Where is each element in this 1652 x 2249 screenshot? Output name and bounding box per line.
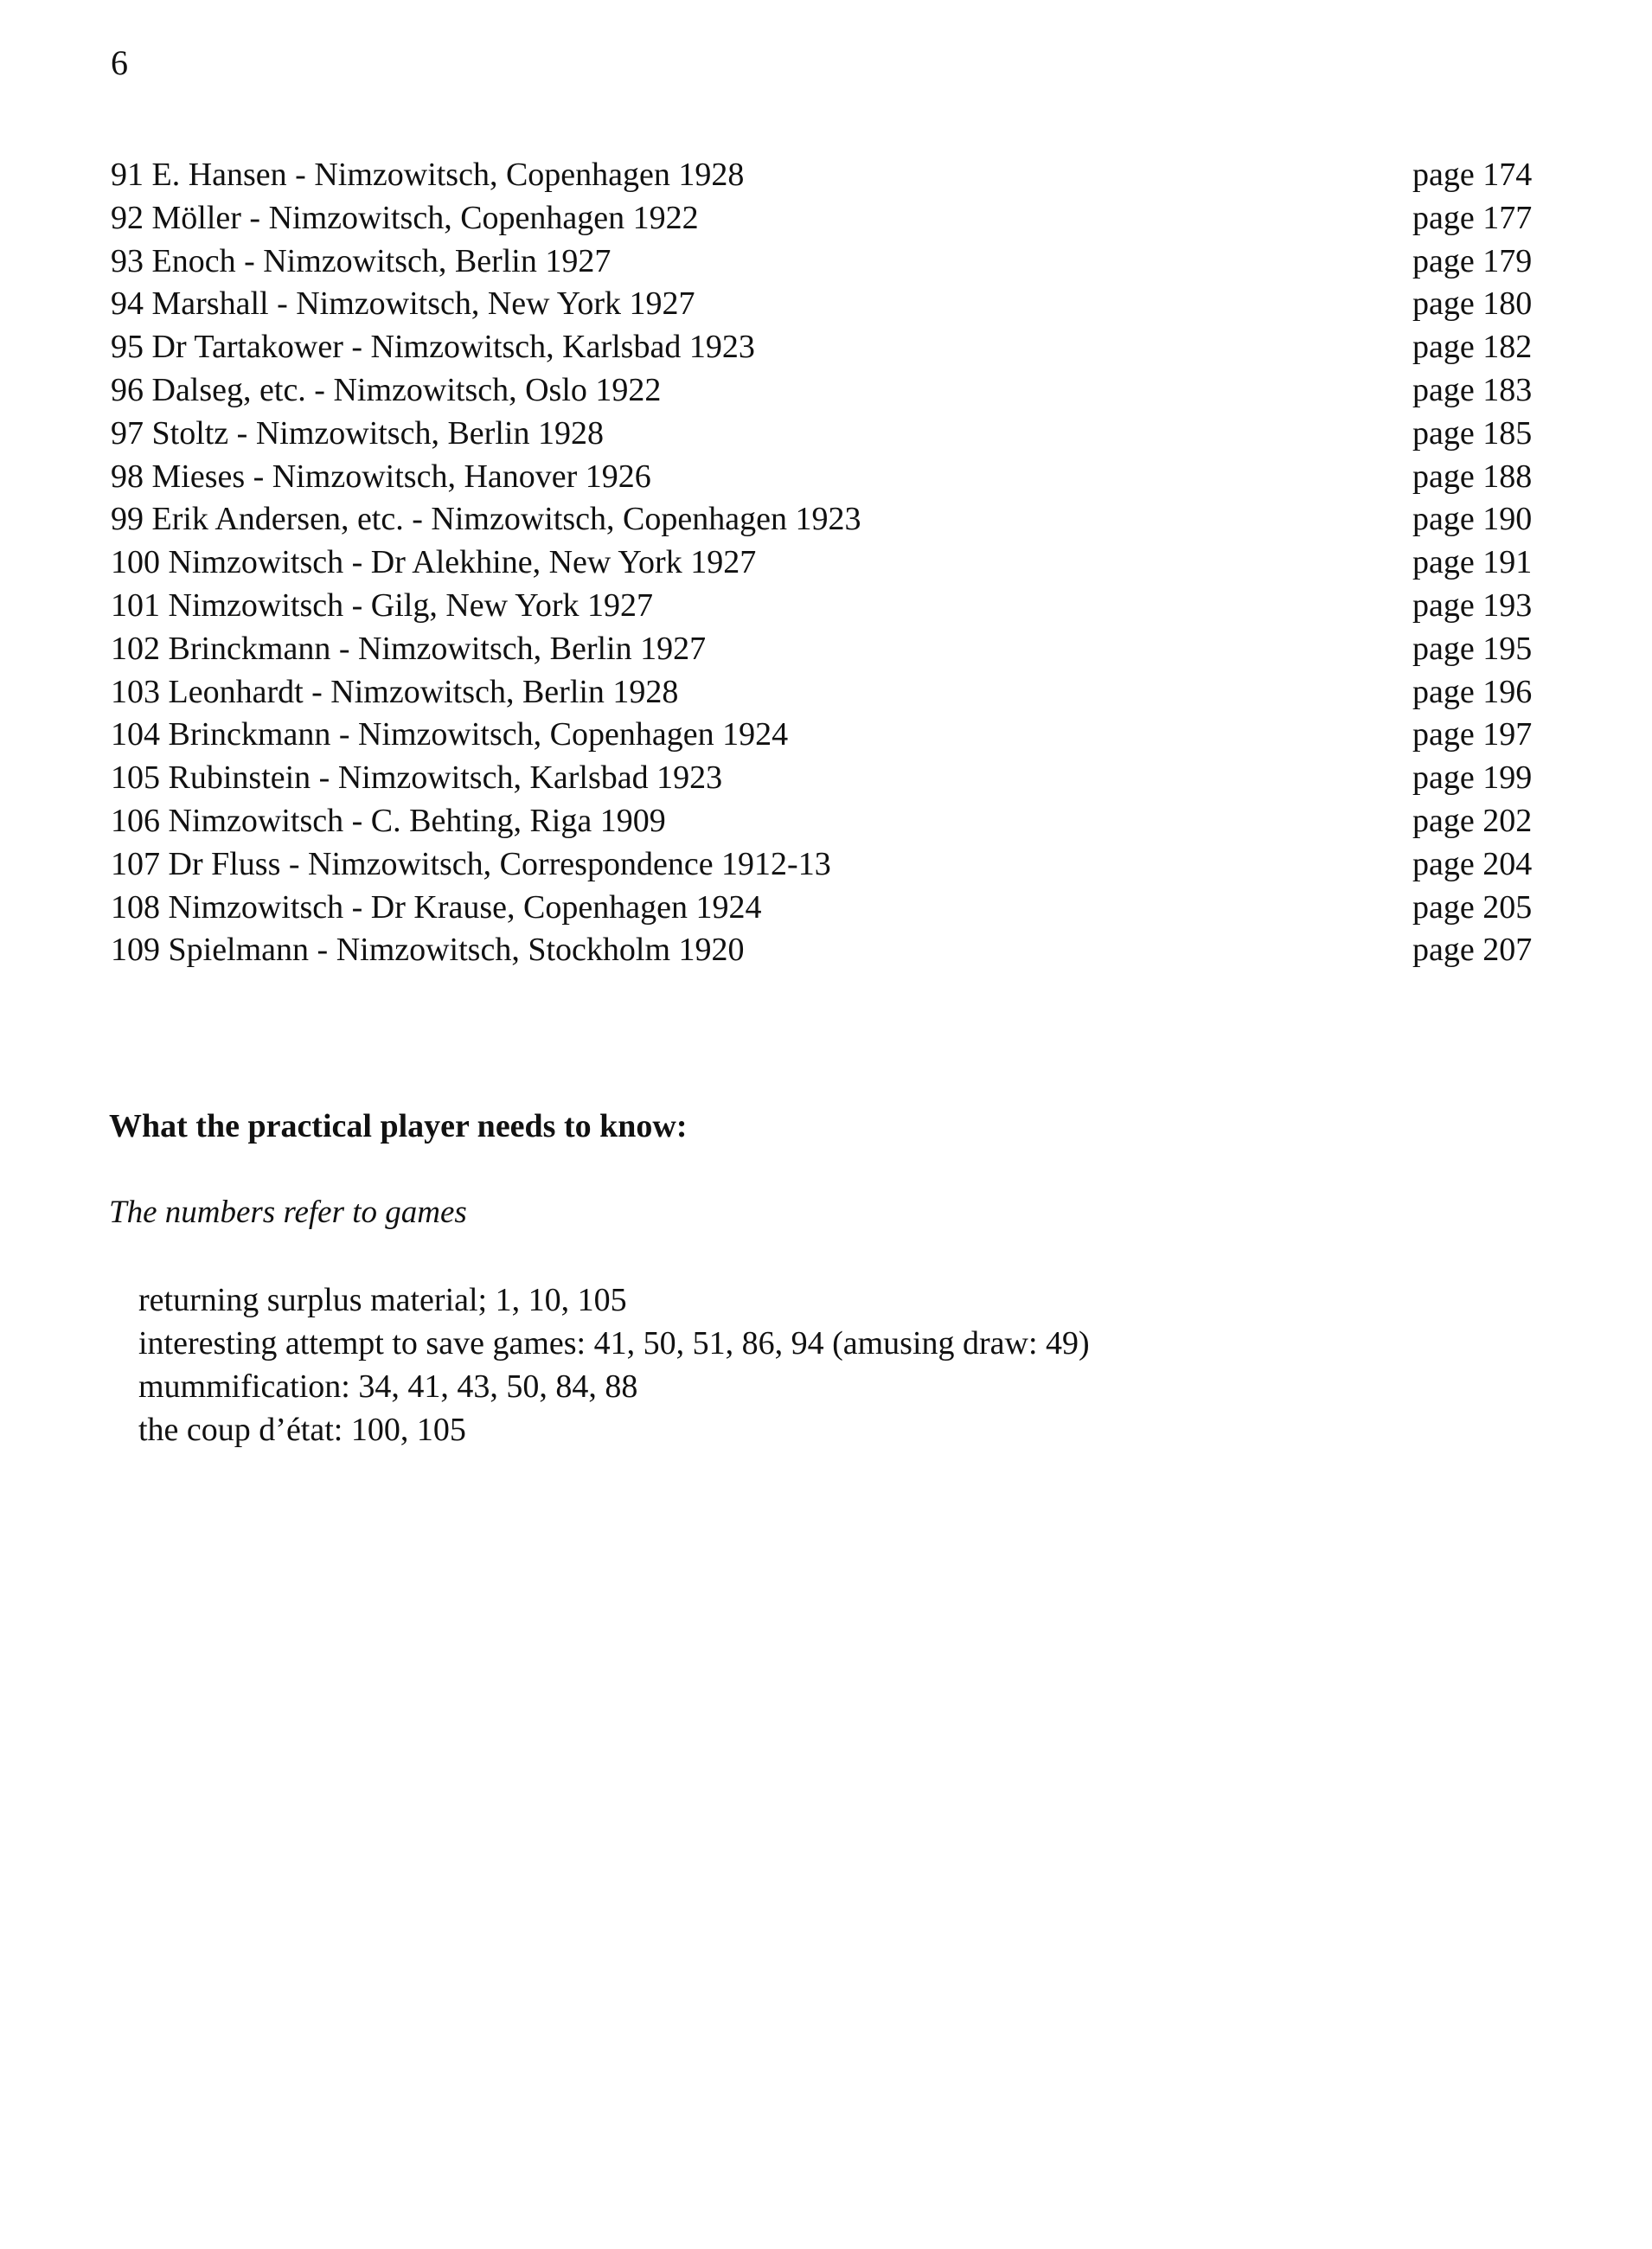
- game-title: 102 Brinckmann - Nimzowitsch, Berlin 1927: [111, 630, 707, 667]
- list-item: interesting attempt to save games: 41, 50, 51, 86, 94 (amusing draw: 49): [138, 1325, 1090, 1362]
- game-page: page 207: [1412, 932, 1533, 969]
- list-item: [111, 240, 1542, 284]
- game-title: 105 Rubinstein - Nimzowitsch, Karlsbad 1923: [111, 759, 723, 797]
- game-title: 101 Nimzowitsch - Gilg, New York 1927: [111, 586, 653, 624]
- game-page: page 197: [1412, 716, 1533, 753]
- game-page: page 204: [1412, 845, 1533, 882]
- section-subtitle: The numbers refer to games: [109, 1195, 467, 1230]
- game-page: page 195: [1412, 630, 1533, 667]
- list-item: [111, 413, 1542, 456]
- list-item: [111, 628, 1542, 671]
- game-page: page 179: [1412, 242, 1533, 279]
- list-item: returning surplus material; 1, 10, 105: [138, 1282, 627, 1318]
- game-page: page 193: [1412, 586, 1533, 624]
- list-item: [111, 369, 1542, 413]
- list-item: [111, 671, 1542, 714]
- list-item: [111, 800, 1542, 843]
- game-page: page 177: [1412, 199, 1533, 236]
- game-title: 95 Dr Tartakower - Nimzowitsch, Karlsbad 1923: [111, 329, 755, 366]
- list-item: [111, 541, 1542, 585]
- game-title: 109 Spielmann - Nimzowitsch, Stockholm 1920: [111, 932, 745, 969]
- game-page: page 182: [1412, 329, 1533, 366]
- list-item: [111, 498, 1542, 541]
- game-title: 96 Dalseg, etc. - Nimzowitsch, Oslo 1922: [111, 371, 662, 408]
- game-title: 106 Nimzowitsch - C. Behting, Riga 1909: [111, 802, 666, 839]
- list-item: [111, 154, 1542, 197]
- list-item: [111, 326, 1542, 369]
- list-item: the coup d’état: 100, 105: [138, 1412, 466, 1448]
- game-title: 108 Nimzowitsch - Dr Krause, Copenhagen 1924: [111, 888, 762, 926]
- game-title: 97 Stoltz - Nimzowitsch, Berlin 1928: [111, 414, 604, 452]
- game-title: 100 Nimzowitsch - Dr Alekhine, New York 1927: [111, 544, 757, 581]
- list-item: [111, 887, 1542, 930]
- list-item: [111, 757, 1542, 800]
- game-title: 107 Dr Fluss - Nimzowitsch, Correspondence 1912-13: [111, 845, 831, 882]
- game-page: page 199: [1412, 759, 1533, 797]
- game-page: page 188: [1412, 458, 1533, 495]
- game-title: 94 Marshall - Nimzowitsch, New York 1927: [111, 285, 695, 323]
- list-item: [111, 585, 1542, 628]
- game-page: page 190: [1412, 501, 1533, 538]
- game-title: 104 Brinckmann - Nimzowitsch, Copenhagen 1924: [111, 716, 789, 753]
- list-item: [111, 843, 1542, 887]
- game-title: 98 Mieses - Nimzowitsch, Hanover 1926: [111, 458, 651, 495]
- game-page: page 174: [1412, 157, 1533, 193]
- game-page: page 191: [1412, 544, 1533, 581]
- game-title: 92 Möller - Nimzowitsch, Copenhagen 1922: [111, 199, 699, 236]
- list-item: mummification: 34, 41, 43, 50, 84, 88: [138, 1368, 638, 1405]
- games-list: [111, 154, 1542, 972]
- list-item: [111, 456, 1542, 499]
- game-page: page 196: [1412, 673, 1533, 710]
- game-title: 99 Erik Andersen, etc. - Nimzowitsch, Copenhagen 1923: [111, 501, 861, 538]
- game-title: 91 E. Hansen - Nimzowitsch, Copenhagen 1928: [111, 157, 745, 193]
- game-page: page 183: [1412, 371, 1533, 408]
- practical-notes-list: [138, 1278, 1090, 1451]
- page-number: 6: [111, 43, 128, 82]
- list-item: [111, 929, 1542, 972]
- list-item: [111, 197, 1542, 240]
- list-item: [111, 714, 1542, 757]
- game-page: page 180: [1412, 285, 1533, 323]
- section-heading: What the practical player needs to know:: [109, 1108, 688, 1144]
- game-page: page 205: [1412, 888, 1533, 926]
- list-item: [111, 283, 1542, 326]
- game-page: page 185: [1412, 414, 1533, 452]
- game-page: page 202: [1412, 802, 1533, 839]
- game-title: 93 Enoch - Nimzowitsch, Berlin 1927: [111, 242, 611, 279]
- game-title: 103 Leonhardt - Nimzowitsch, Berlin 1928: [111, 673, 679, 710]
